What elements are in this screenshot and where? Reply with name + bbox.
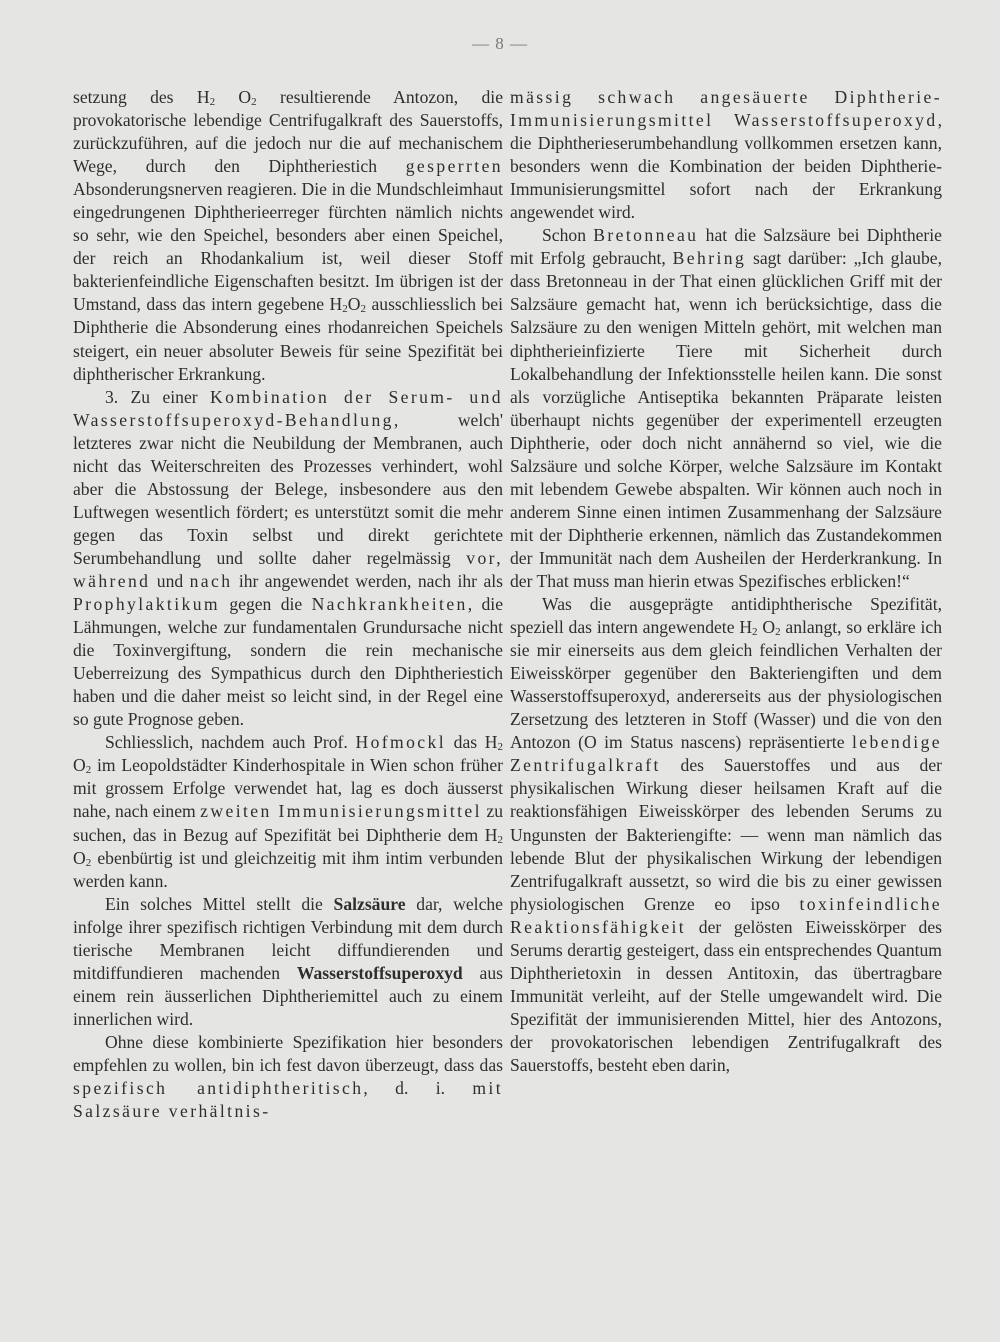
left-column xyxy=(73,86,503,1123)
paragraph: Ohne diese kombinierte Spezifikation hier besonders empfehlen zu wollen, bin ich fest davon überzeugt, dass das spezifisch antidiphtheritisch, d. i. mit Salzsäure verhältnis- xyxy=(73,1031,503,1122)
paragraph: 3. Zu einer Kombination der Serum- und Wasserstoffsuperoxyd-Behandlung, welch' letzteres zwar nicht die Neubildung der Membranen, auch nicht das Weiterschreiten des Prozesses verhindert, wohl aber die Abstossung der Belege, insbesondere aus den Luftwegen wesentlich fördert; es unterstützt somit die mehr gegen das Toxin selbst und direkt gerichtete Serumbehandlung und sollte daher regelmässig vor, während und nach ihr angewendet werden, nach ihr als Prophylaktikum gegen die Nachkrankheiten, die Lähmungen, welche zur fundamentalen Grundursache nicht die Toxinvergiftung, sondern die rein mechanische Ueberreizung des Sympathicus durch den Diphtheriestich haben und die daher meist so leicht sind, in der Regel eine so gute Prognose geben. xyxy=(73,386,504,730)
right-column xyxy=(510,86,942,1077)
paragraph: Was die ausgeprägte antidiphtherische Spezifität, speziell das intern angewendete $H_2$ $O_2$ anlangt, so erkläre ich sie mir einerseits aus dem gleich feindlichen Verhalten der Eiweisskörper gegenüber den Bakteriengiften und dem Wasserstoffsuperoxyd, andererseits aus der physiologischen Zersetzung des letzteren in Stoff (Wasser) und die von den Antozon (O im Status nascens) repräsentierte lebendige Zentrifugalkraft des Sauerstoffes und aus der physikalischen Wirkung dieser heilsamen Kraft auf die reaktionsfähigen Eiweisskörper des lebenden Serums zu Ungunsten der Bakteriengifte: — wenn man nämlich das lebende Blut der physikalischen Wirkung der lebendigen Zentrifugalkraft aussetzt, so wird die bis zu einer gewissen physiologischen Grenze eo ipso toxinfeindliche Reaktionsfähigkeit der gelösten Eiweisskörper des Serums derartig gesteigert, dass ein entsprechendes Quantum Diphtherietoxin in dessen Antitoxin, das übertragbare Immunität verleiht, auf der Stelle umgewandelt wird. Die Spezifität der immunisierenden Mittel, hier des Antozons, der provokatorischen lebendigen Zentrifugalkraft des Sauerstoffs, besteht eben darin, xyxy=(510,594,942,1075)
paragraph: setzung des $H_2$ $O_2$ resultierende Antozon, die provokatorische lebendige Centrifugalkraft des Sauerstoffs, zurückzuführen, auf die jedoch nur die auf mechanischem Wege, durch den Diphtheriestich gesperrten Absonderungsnerven reagieren. Die in die Mundschleimhaut eingedrungenen Diphtherieerreger fürchten nämlich nichts so sehr, wie den Speichel, besonders aber einen Speichel, der reich an Rhodankalium ist, weil dieser Stoff bakterienfeindliche Eigenschaften besitzt. Im übrigen ist der Umstand, dass das intern gegebene $H_2O_2$ ausschliesslich bei Diphtherie die Absonderung eines rhodanreichen Speichels steigert, ein neuer absoluter Beweis für seine Spezifität bei diphtherischer Erkrankung. xyxy=(73,87,504,384)
paragraph: mässig schwach angesäuerte Diphtherie-Immunisierungsmittel Wasserstoffsuperoxyd, die Diphtherieserumbehandlung vollkommen ersetzen kann, besonders wenn die Kombination der beiden Diphtherie-Immunisierungsmittel sofort nach der Erkrankung angewendet wird. xyxy=(510,87,942,223)
paragraph: Schon Bretonneau hat die Salzsäure bei Diphtherie mit Erfolg gebraucht, Behring sagt darüber: „Ich glaube, dass Bretonneau in der That einen glücklichen Griff mit der Salzsäure gemacht hat, wenn ich berücksichtige, dass die Salzsäure zu den wenigen Mitteln gehört, mit welchen man diphtherieinfizierte Tiere mit Sicherheit durch Lokalbehandlung der Infektionsstelle heilen kann. Die sonst als vorzügliche Antiseptika bekannten Präparate leisten überhaupt nichts gegenüber der experimentell erzeugten Diphtherie, oder doch nicht annähernd so viel, wie die Salzsäure und solche Körper, welche Salzsäure im Kontakt mit lebendem Gewebe abspalten. Wir können auch noch in anderem Sinne einen intimen Zusammenhang der Salzsäure mit der Diphtherie erkennen, nämlich das Zustandekommen der Immunität nach dem Ausheilen der Herderkrankung. In der That muss man hierin etwas Spezifisches erblicken!“ xyxy=(510,225,942,591)
page-number: — 8 — xyxy=(472,34,528,53)
paragraph: Ein solches Mittel stellt die Salzsäure dar, welche infolge ihrer spezifisch richtigen Verbindung mit dem durch tierische Membranen leicht diffundierenden und mitdiffundieren machenden Wasserstoffsuperoxyd aus einem rein äusserlichen Diphtheriemittel auch zu einem innerlichen wird. xyxy=(73,893,503,1029)
paragraph: Schliesslich, nachdem auch Prof. Hofmockl das $H_2$ $O_2$ im Leopoldstädter Kinderhospitale in Wien schon früher mit grossem Erfolge verwendet hat, lag es doch äusserst nahe, nach einem zweiten Immunisierungsmittel zu suchen, das in Bezug auf Spezifität bei Diphtherie dem $H_2$ $O_2$ ebenbürtig ist und gleichzeitig mit ihm intim verbunden werden kann. xyxy=(73,732,503,891)
